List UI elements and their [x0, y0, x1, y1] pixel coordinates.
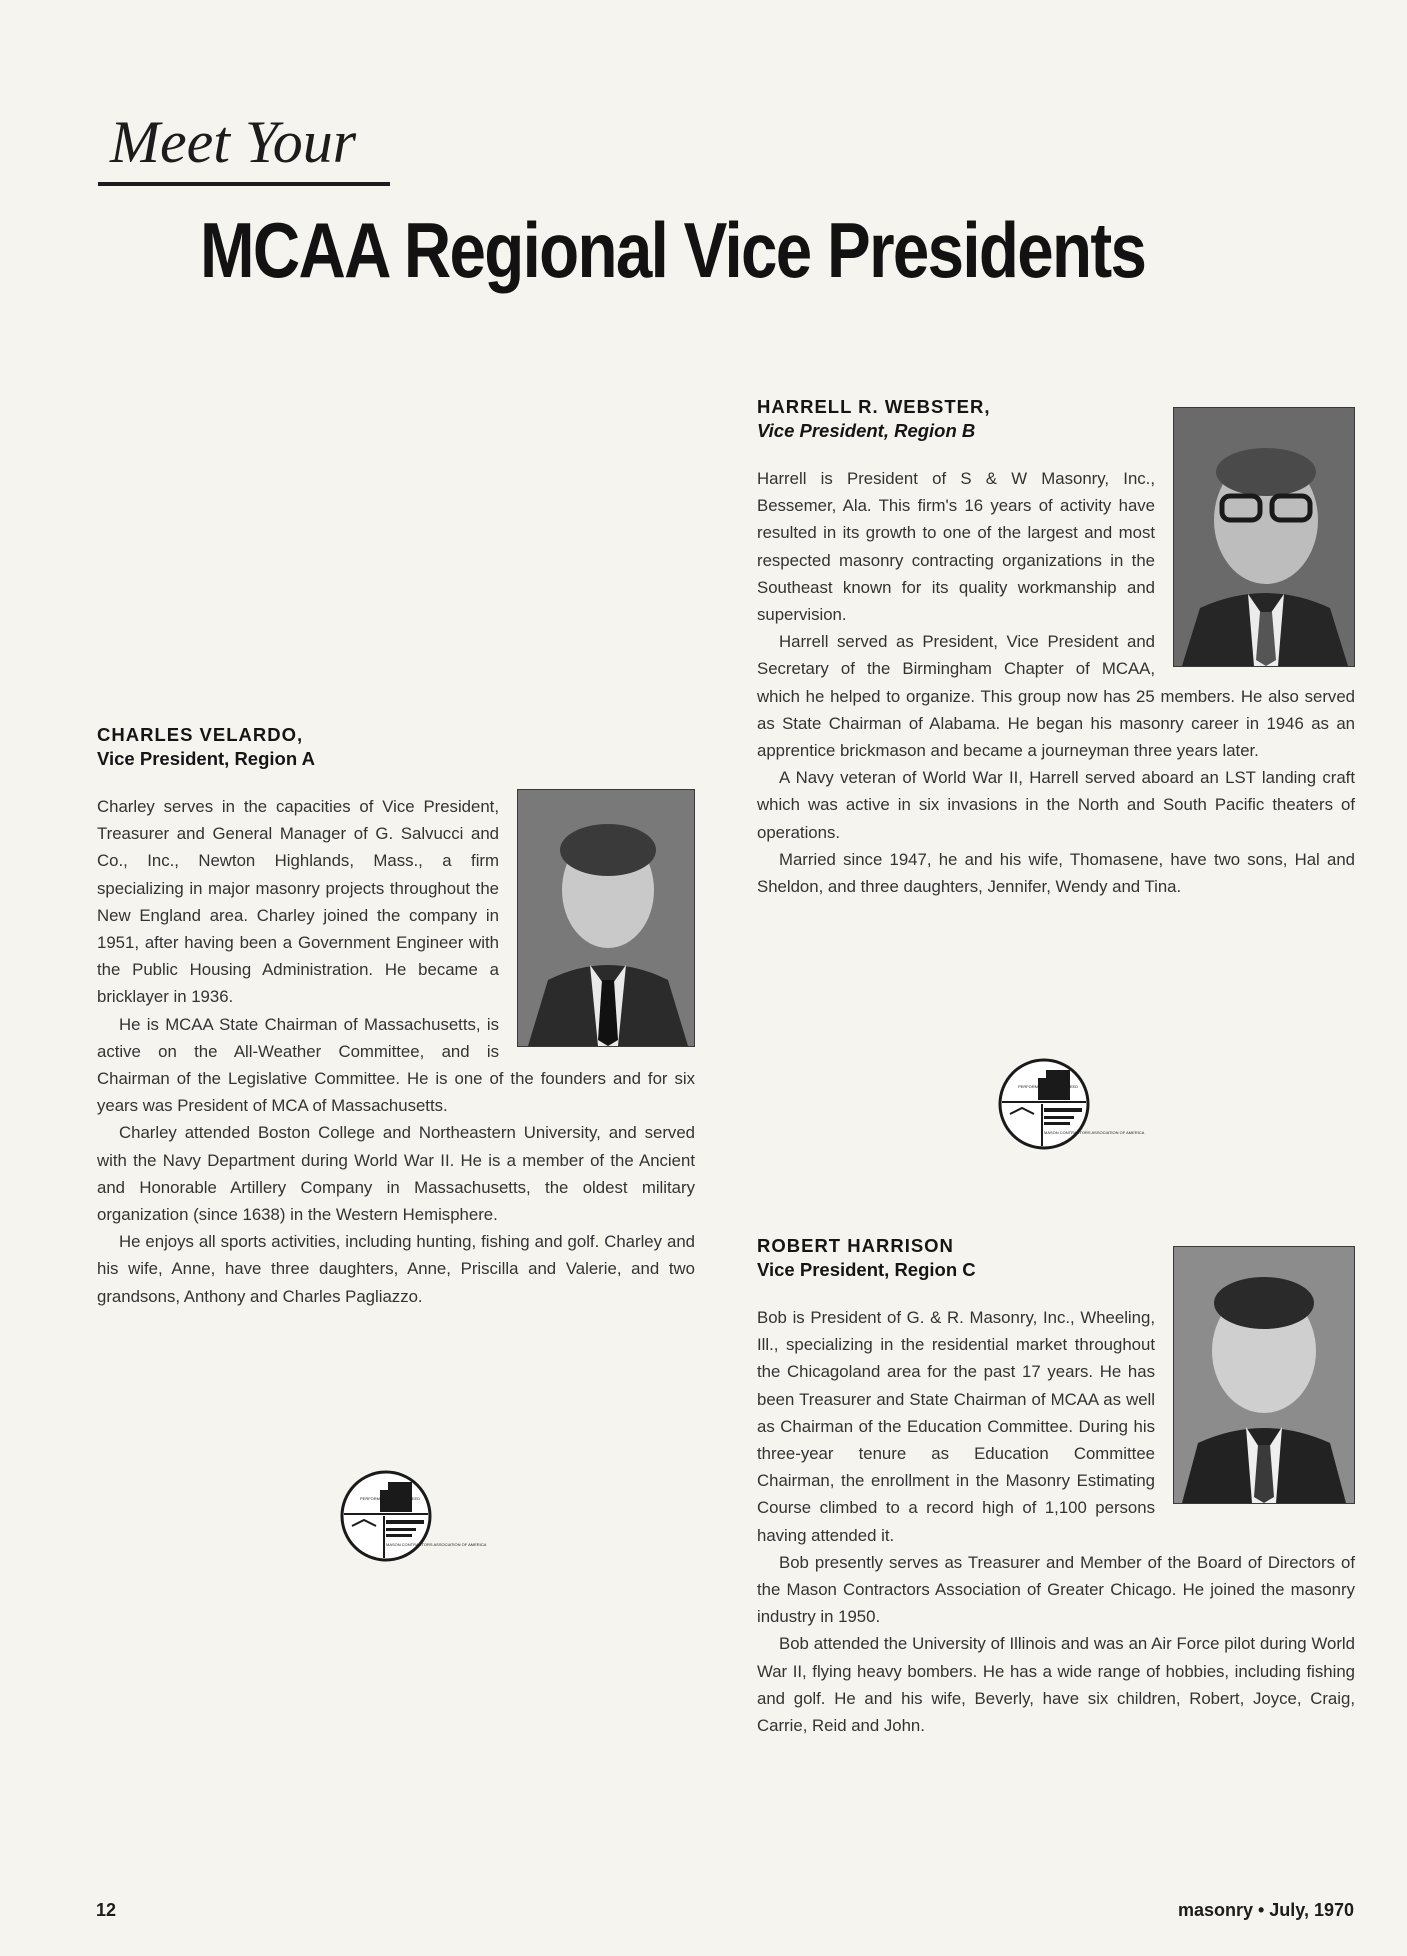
profile-paragraph: Bob attended the University of Illinois and was an Air Force pilot during World War II, flying heavy bombers. He has a wide range of hobbies, including fishing and golf. He and his wife, Beverly, have six children, Robert, Joyce, Craig, Carrie, Reid and John.: [757, 1634, 1355, 1736]
profile-paragraph: He enjoys all sports activities, including hunting, fishing and golf. Charley and his wife, Anne, have three daughters, Anne, Priscilla and Valerie, and two grandsons, Anthony and Charles Pagliazzo.: [97, 1232, 695, 1306]
profile-name: ROBERT HARRISON: [757, 1235, 954, 1256]
portrait-photo: [1173, 407, 1355, 667]
profile-name: CHARLES VELARDO,: [97, 724, 304, 745]
profile-paragraph: Married since 1947, he and his wife, Thomasene, have two sons, Hal and Sheldon, and three daughters, Jennifer, Wendy and Tina.: [757, 849, 1355, 897]
kicker-rule: [98, 182, 390, 186]
profile-paragraph: Bob is President of G. & R. Masonry, Inc., Wheeling, Ill., specializing in the residential market throughout the Chicagoland area for the past 17 years. He has been Treasurer and State Chairman of MCAA as well as Chairman of the Education Committee. During his three-year tenure as Education Committee Chairman, the enrollment in the Masonry Estimating Course climbed to a record high of 1,100 persons having attended it.: [757, 1308, 1155, 1545]
portrait-photo: [1173, 1246, 1355, 1504]
profile-role: Vice President, Region A: [97, 748, 315, 769]
profile-region-c: [757, 1234, 1355, 1739]
profile-name: HARRELL R. WEBSTER,: [757, 396, 991, 417]
profile-body: [757, 465, 1355, 900]
profile-paragraph: A Navy veteran of World War II, Harrell served aboard an LST landing craft which was active in six invasions in the North and South Pacific theaters of operations.: [757, 768, 1355, 842]
profile-region-b: [757, 395, 1355, 900]
profile-paragraph: Harrell served as President, Vice President and Secretary of the Birmingham Chapter of MCAA, which he helped to organize. This group now has 25 members. He also served as State Chairman of Alabama. He began his masonry career in 1946 as an apprentice brickmason and became a journeyman three years later.: [757, 632, 1355, 761]
profile-role: Vice President, Region B: [757, 420, 976, 441]
profile-paragraph: Charley serves in the capacities of Vice President, Treasurer and General Manager of G. Salvucci and Co., Inc., Newton Highlands, Mass., a firm specializing in major masonry projects throughout the New England area. Charley joined the company in 1951, after having been a Government Engineer with the Public Housing Administration. He became a bricklayer in 1936.: [97, 797, 499, 1007]
profile-body: [757, 1304, 1355, 1739]
profile-paragraph: He is MCAA State Chairman of Massachusetts, is active on the All-Weather Committee, and is Chairman of the Legislative Committee. He is one of the founders and for six years was President of MCA of Massachusetts.: [97, 1014, 695, 1116]
mcaa-seal-icon: [996, 1056, 1145, 1152]
seal-top-text: PERFORMANCE GUARANTEED: [1018, 1084, 1079, 1089]
portrait-photo: [517, 789, 695, 1047]
seal-top-text: PERFORMANCE GUARANTEED: [360, 1496, 421, 1501]
profile-body: [97, 793, 695, 1310]
mcaa-seal-icon: [338, 1468, 487, 1564]
profile-paragraph: Bob presently serves as Treasurer and Member of the Board of Directors of the Mason Contractors Association of Greater Chicago. He joined the masonry industry in 1950.: [757, 1552, 1355, 1627]
page-title: MCAA Regional Vice Presidents: [200, 206, 1146, 294]
profile-paragraph: Harrell is President of S & W Masonry, Inc., Bessemer, Ala. This firm's 16 years of activity have resulted in its growth to one of the largest and most respected masonry contracting organizations in the Southeast known for its quality workmanship and supervision.: [757, 469, 1155, 625]
seal-side-text: MASON CONTRACTORS ASSOCIATION OF AMERICA: [386, 1542, 487, 1547]
page-number: 12: [96, 1900, 117, 1920]
publication-line: masonry • July, 1970: [1177, 1900, 1354, 1920]
seal-side-text: MASON CONTRACTORS ASSOCIATION OF AMERICA: [1044, 1130, 1145, 1135]
profile-paragraph: Charley attended Boston College and Northeastern University, and served with the Navy Department during World War II. He is a member of the Ancient and Honorable Artillery Company in Massachusetts, the oldest military organization (since 1638) in the Western Hemisphere.: [97, 1123, 695, 1225]
profile-role: Vice President, Region C: [757, 1259, 976, 1280]
profile-region-a: [97, 723, 695, 1310]
kicker: Meet Your: [110, 109, 357, 175]
